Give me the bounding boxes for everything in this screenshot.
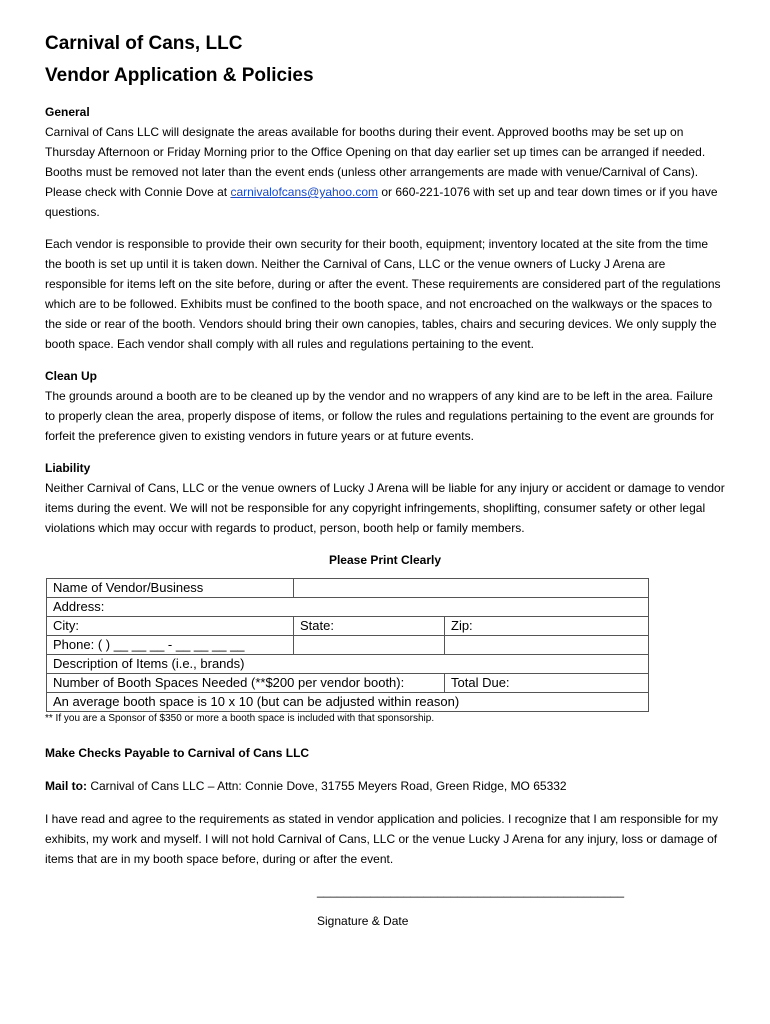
booth-spaces-field[interactable]: Number of Booth Spaces Needed (**$200 per vendor booth): [47, 674, 445, 693]
document-page [45, 28, 725, 931]
state-field[interactable]: State: [294, 617, 445, 636]
signature-line[interactable]: ______________________________________________ [317, 884, 624, 898]
address-field[interactable]: Address: [47, 598, 649, 617]
zip-field[interactable]: Zip: [445, 617, 649, 636]
phone-extra-cell-2[interactable] [445, 636, 649, 655]
name-field[interactable] [294, 579, 649, 598]
phone-field[interactable]: Phone: ( ) __ __ __ - __ __ __ __ [47, 636, 294, 655]
contact-email-link[interactable]: carnivalofcans@yahoo.com [230, 185, 379, 199]
general-heading: General [45, 105, 90, 119]
liability-heading: Liability [45, 461, 91, 475]
table-row [47, 636, 649, 655]
name-label: Name of Vendor/Business [47, 579, 294, 598]
table-row [47, 655, 649, 674]
cleanup-paragraph: The grounds around a booth are to be cleaned up by the vendor and no wrappers of any kind are to be left in the area. Failure to properly clean the area, properly dispose of items, or follow the rules and regulations pertaining to the event are grounds for forfeit the preference given to existing vendors in future years or at future events. [45, 389, 715, 443]
city-field[interactable]: City: [47, 617, 294, 636]
agreement-paragraph: I have read and agree to the requirements as stated in vendor application and policies. I recognize that I am responsible for my exhibits, my work and myself. I will not hold Carnival of Cans, LLC or the venue Lucky J Arena for any injury, loss or damage of items that are in my booth space before, during or after the event. [45, 812, 719, 866]
table-row [47, 674, 649, 693]
cleanup-heading: Clean Up [45, 369, 98, 383]
document-title-line2: Vendor Application & Policies [45, 65, 314, 86]
table-row [47, 598, 649, 617]
mail-to-label: Mail to: [45, 779, 87, 793]
average-booth-note: An average booth space is 10 x 10 (but can be adjusted within reason) [47, 693, 649, 712]
document-title-line1: Carnival of Cans, LLC [45, 33, 243, 54]
liability-paragraph: Neither Carnival of Cans, LLC or the venue owners of Lucky J Arena will be liable for any injury or accident or damage to vendor items during the event. We will not be responsible for any copyright infringements, shoplifting, consumer safety or other legal violations which may occur with regards to product, person, booth help or family members. [45, 481, 725, 535]
general-paragraph-2: Each vendor is responsible to provide their own security for their booth, equipment; inventory located at the site from the time the booth is set up until it is taken down. Neither the Carnival of Cans, LLC or the venue owners of Lucky J Arena are responsible for items left on the site before, during or after the event. These requirements are considered part of the regulations which are to be followed. Exhibits must be confined to the booth space, and not encroached on the walkways or the spaces to the side or rear of the booth. Vendors should bring their own canopies, tables, chairs and securing devices. We only supply the booth space. Each vendor shall comply with all rules and regulations pertaining to the event. [45, 237, 721, 351]
phone-extra-cell[interactable] [294, 636, 445, 655]
print-clearly-heading: Please Print Clearly [328, 553, 442, 567]
mail-to-address: Carnival of Cans LLC – Attn: Connie Dove, 31755 Meyers Road, Green Ridge, MO 65332 [87, 779, 567, 793]
signature-label: Signature & Date [317, 914, 409, 928]
vendor-form-table [46, 578, 649, 712]
general-paragraph-1: Carnival of Cans LLC will designate the areas available for booths during their event. Approved booths may be set up on Thursday Afternoon or Friday Morning prior to the Office Opening on that day earlier set up times can be arranged if needed. Booths must be removed not later than the event ends (unless other arrangements are made with venue/Carnival of Cans). Please check with Connie Dove at carnivalofcans@yahoo.com or 660-221-1076 with set up and tear down times or if you have questions. [45, 125, 718, 219]
table-row [47, 579, 649, 598]
mail-to-line [45, 776, 725, 796]
table-row [47, 617, 649, 636]
total-due-field[interactable]: Total Due: [445, 674, 649, 693]
description-field[interactable]: Description of Items (i.e., brands) [47, 655, 649, 674]
table-row [47, 693, 649, 712]
sponsor-note: ** If you are a Sponsor of $350 or more a booth space is included with that sponsorship. [45, 713, 435, 724]
checks-payable-heading: Make Checks Payable to Carnival of Cans LLC [45, 746, 310, 760]
